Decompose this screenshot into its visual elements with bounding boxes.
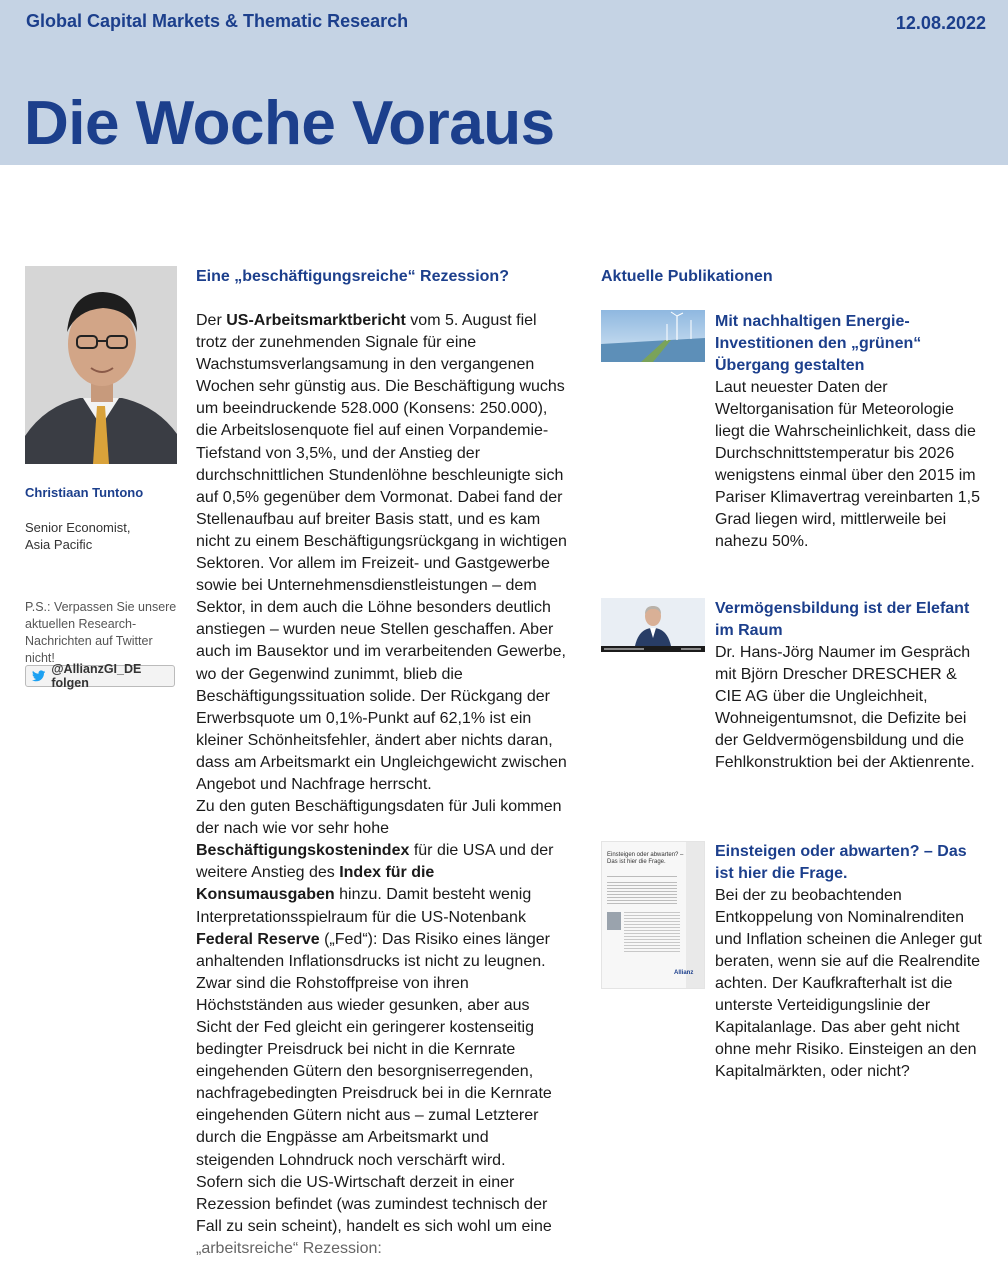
report-cover-sidebar — [686, 842, 705, 989]
publication-thumbnail-video[interactable] — [601, 598, 705, 652]
series-title: Global Capital Markets & Thematic Research — [26, 11, 409, 31]
publication-desc-3: Bei der zu beobachtenden Entkoppelung von Nominalrenditen und Inflation scheinen die Anleger gut beraten, wenn sie auf die Realrendite achten. Der Kaufkrafterhalt ist die unterste Verteidigungslinie der Kapitalanlage. Das aber geht nicht ohne mehr Risiko. Einsteigen an den Kapitalmärkten, oder nicht? — [715, 887, 982, 1080]
page-title: Die Woche Voraus — [24, 89, 555, 158]
publication-thumbnail-report[interactable] — [601, 841, 705, 989]
article-text: Der — [196, 312, 227, 329]
report-cover-text-lines — [607, 882, 677, 904]
publication-title-1[interactable]: Mit nachhaltigen Energie-Investitionen den „grünen“ Übergang gestalten — [715, 313, 922, 374]
author-role — [25, 519, 185, 553]
article-paragraph-1 — [196, 310, 568, 796]
publication-date: 12.08.2022 — [895, 13, 986, 33]
article-text-muted: „arbeitsreiche“ Rezession: — [196, 1239, 382, 1257]
article-heading: Eine „beschäftigungsreiche“ Rezession? — [196, 268, 509, 285]
report-cover-author-photo — [607, 912, 621, 930]
article-emphasis: Index für die Konsumausgaben — [196, 864, 435, 904]
article-body — [196, 310, 568, 1260]
twitter-bird-icon — [32, 670, 45, 682]
author-portrait-image — [25, 266, 177, 464]
article-emphasis: US-Arbeitsmarktbericht — [226, 312, 406, 329]
twitter-follow-button[interactable] — [25, 662, 175, 690]
twitter-follow-label: @AllianzGI_DE folgen — [51, 662, 142, 690]
report-cover-title: Einsteigen oder abwarten? – Das ist hier die Frage. — [607, 852, 684, 865]
header-banner — [0, 0, 1008, 165]
author-role-line1: Senior Economist, — [25, 520, 131, 535]
publication-thumbnail-wind-farm[interactable] — [601, 310, 705, 362]
author-photo — [25, 266, 177, 464]
article-text: für die USA und der weitere Anstieg des — [196, 842, 554, 882]
author-role-line2: Asia Pacific — [25, 537, 93, 552]
article-emphasis: Federal Reserve — [196, 930, 320, 948]
article-text: Sofern sich die US-Wirtschaft derzeit in einer Rezession befindet (was zumindest technisch der Fall zu sein scheint), handelt es sich wohl um eine — [196, 1173, 552, 1235]
author-name: Christiaan Tuntono — [25, 485, 144, 500]
report-cover-rule — [607, 876, 677, 877]
article-paragraph-2 — [196, 796, 568, 1172]
article-text: („Fed“): Das Risiko eines länger anhaltenden Inflationsdrucks ist nicht zu leugnen. Zwar sind die Rohstoffpreise von ihren Höchstständen aus wieder gesunken, aber aus Sicht der Fed gleicht ein geringerer kostenseitig bedingter Preisdruck bei nicht in die Kernrate eingehenden Gütern den besorgniserregenden, nachfragebedingten Preisdruck bei in die Kernrate eingehenden Gütern nicht aus – zumal Letzterer durch die Engpässe am Arbeitsmarkt und steigenden Lohndruck noch verschärft wird. — [196, 930, 552, 1169]
article-text: hinzu. Damit besteht wenig Interpretationsspielraum für die US-Notenbank — [196, 886, 532, 926]
article-emphasis: Beschäftigungskostenindex — [196, 842, 410, 860]
publication-desc-2: Dr. Hans-Jörg Naumer im Gespräch mit Björn Drescher DRESCHER & CIE AG über die Ungleichheit, Wohneigentumsnot, die Defizite bei der Geldvermögensbildung und die Fehlkonstruktion bei der Aktienrente. — [715, 644, 975, 771]
publication-desc-1: Laut neuester Daten der Weltorganisation für Meteorologie liegt die Wahrscheinlichkeit, dass die Durchschnittstemperatur bis 2026 wenigstens einmal über den 2015 im Pariser Klimavertrag vereinbarten 1,5 Grad liegen wird, mittlerweile bei nahezu 50%. — [715, 379, 981, 550]
wind-turbine-image — [601, 310, 705, 362]
twitter-ps-note: P.S.: Verpassen Sie unsere aktuellen Research- Nachrichten auf Twitter nicht! — [25, 600, 177, 665]
publications-heading: Aktuelle Publikationen — [601, 268, 773, 285]
article-text: Zu den guten Beschäftigungsdaten für Juli kommen der nach wie vor sehr hohe — [196, 798, 562, 838]
article-text: vom 5. August fiel trotz der zunehmenden Signale für eine Wachstumsverlangsamung in den vergangenen Wochen sehr günstig aus. Die Beschäftigung wuchs um beeindruckende 528.000 (Konsens: 250.000), die Arbeitslosenquote fiel auf einen Vorpandemie-Tiefstand von 3,5%, und der Anstieg der durchschnittlichen Stundenlöhne beschleunigte sich auf 0,5% gegenüber dem Vormonat. Dabei fand der Stellenaufbau auf breiter Basis statt, und es kam nicht zu einem Beschäftigungsrückgang in wichtigen Sektoren. Vor allem im Freizeit- und Gastgewerbe sowie bei Unternehmensdienstleistungen – dem Sektor, in dem auch die Löhne besonders deutlich anstiegen – wurden neue Stellen geschaffen. Aber auch im Bausektor und im verarbeitenden Gewerbe, wo der Gegenwind zunimmt, blieb die Beschäftigungssituation solide. Der Rückgang der Erwerbsquote um 0,1%-Punkt auf 62,1% ist ein kleiner Schönheitsfehler, ändert aber nichts daran, dass am Arbeitsmarkt ein Ungleichgewicht zwischen Angebot und Nachfrage herrscht. — [196, 312, 567, 793]
publication-title-3[interactable]: Einsteigen oder abwarten? – Das ist hier die Frage. — [715, 843, 967, 882]
report-cover-brand: Allianz — [674, 970, 694, 976]
video-interview-image — [601, 598, 705, 652]
article-paragraph-3 — [196, 1172, 568, 1260]
publication-title-2[interactable]: Vermögensbildung ist der Elefant im Raum — [715, 600, 970, 639]
report-cover-body-lines — [624, 912, 680, 952]
